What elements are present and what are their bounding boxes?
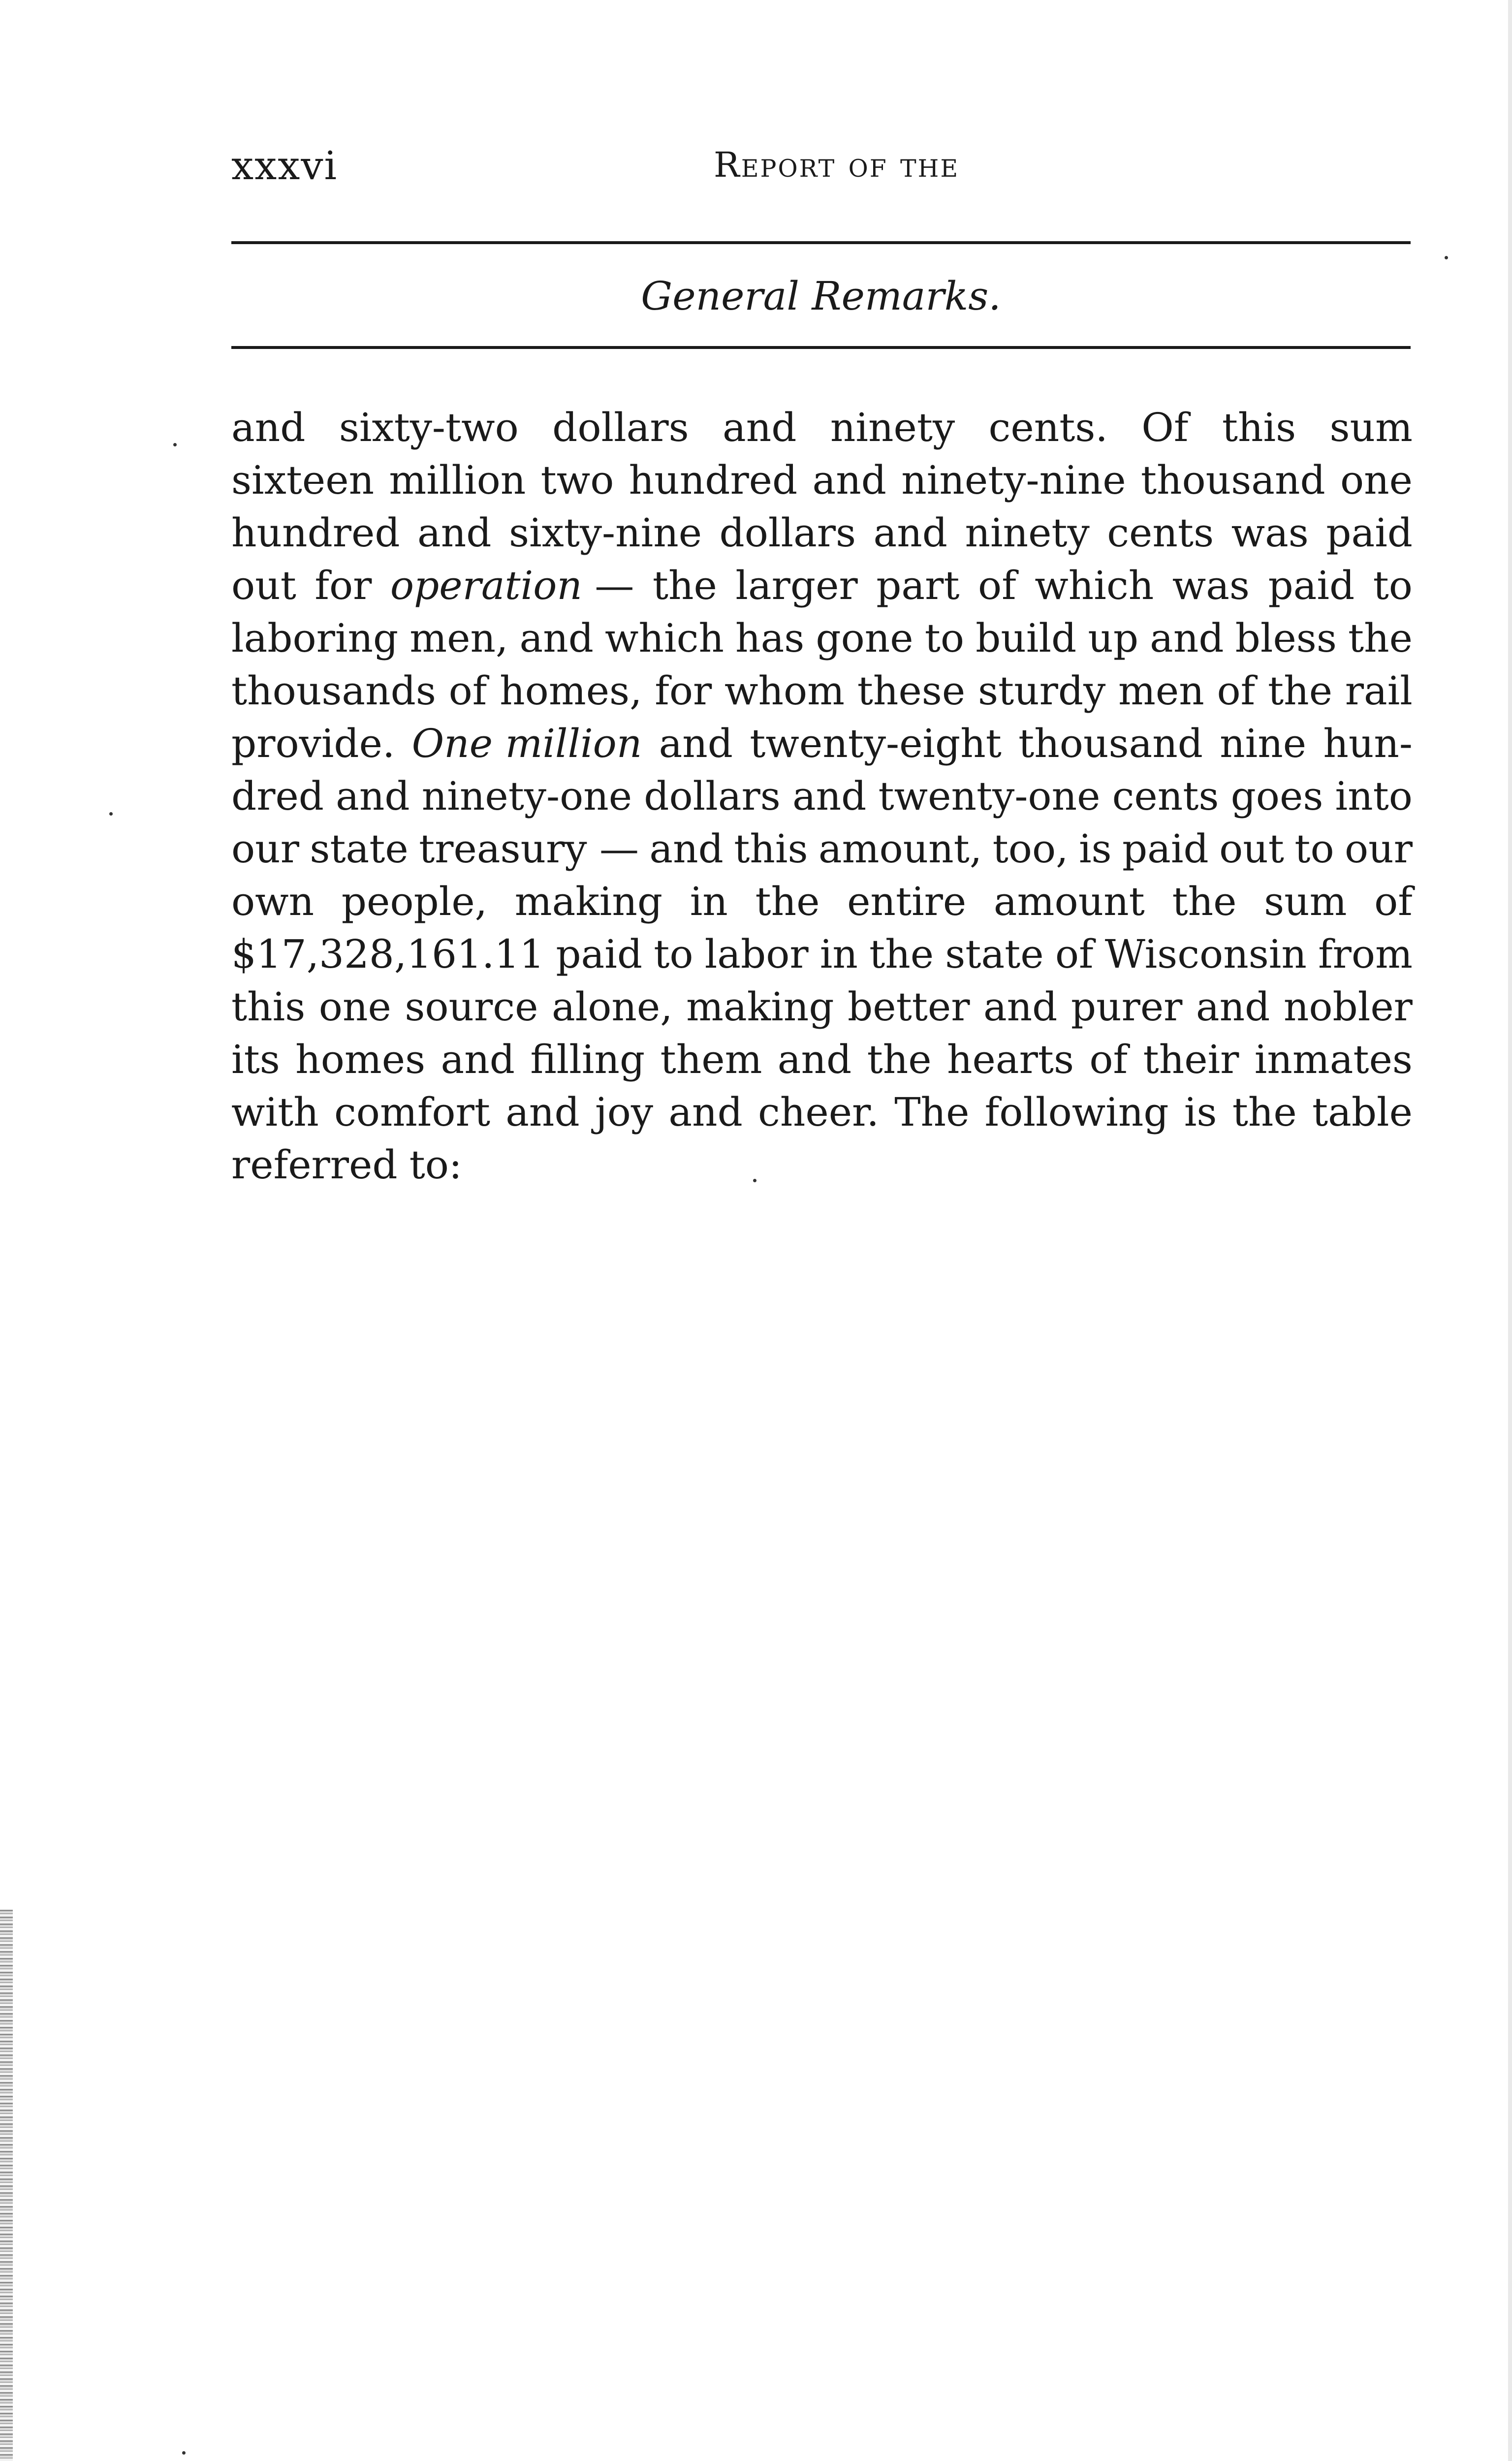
word: thousand — [1018, 721, 1203, 766]
word: to — [924, 615, 965, 661]
word: and — [723, 405, 797, 450]
text-line — [231, 928, 1413, 980]
word: amount — [993, 879, 1145, 924]
word: which — [1035, 563, 1154, 608]
word: for — [655, 668, 712, 714]
word: sixty-nine — [508, 510, 702, 556]
word: bless — [1235, 615, 1337, 661]
word: of — [978, 563, 1016, 608]
word: hundred — [231, 510, 400, 556]
word: joy — [595, 1089, 654, 1135]
speck — [753, 1179, 756, 1182]
word: sixteen — [231, 457, 375, 503]
word: Of — [1141, 405, 1189, 450]
word: the — [755, 879, 820, 924]
word: and — [505, 1089, 580, 1135]
word: better — [848, 984, 970, 1030]
word: twenty-one — [878, 773, 1101, 819]
word: dollars — [552, 405, 689, 450]
word: alone, — [551, 984, 673, 1030]
page-edge-shadow — [0, 1910, 13, 2461]
word: the — [1348, 615, 1413, 661]
word: state — [945, 931, 1044, 977]
word: these — [857, 668, 966, 714]
word: paid — [1122, 826, 1209, 872]
word: goes — [1230, 773, 1323, 819]
page-header — [231, 143, 1413, 197]
word: comfort — [334, 1089, 490, 1135]
word: and — [231, 405, 306, 450]
word: ninety-one — [421, 773, 632, 819]
word: people, — [341, 879, 488, 924]
word: its — [231, 1037, 280, 1082]
word: in — [819, 931, 858, 977]
word: making — [686, 984, 834, 1030]
word: is — [1078, 826, 1112, 872]
word: cents — [1107, 510, 1214, 556]
word: to: — [409, 1142, 462, 1188]
word: gone — [816, 615, 914, 661]
word: rail — [1345, 668, 1413, 714]
word: out — [231, 563, 296, 608]
word: cheer. — [758, 1089, 879, 1135]
word: and — [441, 1037, 515, 1082]
word: them — [660, 1037, 762, 1082]
text-line — [231, 559, 1413, 612]
word: up — [1088, 615, 1139, 661]
word: was — [1231, 510, 1309, 556]
word: larger — [735, 563, 858, 608]
word: and — [812, 457, 886, 503]
word: sturdy — [977, 668, 1106, 714]
text-line — [231, 875, 1413, 928]
word: and — [983, 984, 1058, 1030]
header-rule-top — [231, 241, 1411, 244]
word: and — [1196, 984, 1270, 1030]
word: hundred — [629, 457, 798, 503]
text-line — [231, 664, 1413, 717]
word: sum — [1329, 405, 1413, 450]
text-line — [231, 717, 1413, 770]
word: dollars — [719, 510, 856, 556]
word: and — [1150, 615, 1224, 661]
section-title: General Remarks. — [641, 273, 1001, 319]
word: is — [1184, 1089, 1217, 1135]
word: own — [231, 879, 315, 924]
word: thousand — [1140, 457, 1325, 503]
word: our — [231, 826, 299, 872]
speck — [182, 2451, 186, 2455]
word: to — [1373, 563, 1413, 608]
word: the — [869, 931, 934, 977]
word: laboring — [231, 615, 399, 661]
word: and — [668, 1089, 743, 1135]
word: inmates — [1254, 1037, 1413, 1082]
word: ninety — [965, 510, 1090, 556]
word: to — [654, 931, 693, 977]
word: for — [315, 563, 372, 608]
word: was — [1172, 563, 1250, 608]
word: with — [231, 1089, 319, 1135]
word: from — [1318, 931, 1413, 977]
word: out — [1219, 826, 1284, 872]
word: thousands — [231, 668, 436, 714]
word: their — [1143, 1037, 1239, 1082]
word: making — [514, 879, 663, 924]
speck — [173, 443, 177, 446]
word: One million — [411, 721, 642, 766]
word: table — [1312, 1089, 1413, 1135]
word: into — [1335, 773, 1413, 819]
word: hearts — [947, 1037, 1074, 1082]
word: dollars — [644, 773, 781, 819]
word: $17,328,161.11 — [231, 931, 545, 977]
speck — [1445, 256, 1448, 259]
word: and — [792, 773, 867, 819]
word: nobler — [1283, 984, 1413, 1030]
word: of — [1217, 668, 1256, 714]
word: cents. — [988, 405, 1108, 450]
word: this — [734, 826, 808, 872]
page-edge-right — [1508, 0, 1512, 2461]
word: dred — [231, 773, 324, 819]
word: of — [1374, 879, 1413, 924]
word: homes — [295, 1037, 426, 1082]
word: filling — [530, 1037, 645, 1082]
word: amount, — [818, 826, 982, 872]
text-line — [231, 980, 1413, 1033]
word: state — [310, 826, 409, 872]
word: this — [231, 984, 306, 1030]
word: this — [1222, 405, 1296, 450]
word: labor — [704, 931, 809, 977]
word: and — [417, 510, 492, 556]
word: purer — [1071, 984, 1183, 1030]
word: of — [1055, 931, 1094, 977]
word: which — [605, 615, 724, 661]
word: to — [1294, 826, 1334, 872]
word: paid — [1326, 510, 1413, 556]
word: one — [1340, 457, 1413, 503]
word: our — [1345, 826, 1413, 872]
word: cents — [1112, 773, 1219, 819]
text-line — [231, 506, 1413, 559]
word: entire — [847, 879, 967, 924]
word: two — [540, 457, 614, 503]
word: paid — [556, 931, 643, 977]
word: ninety — [830, 405, 955, 450]
word: and — [873, 510, 947, 556]
word: part — [876, 563, 960, 608]
text-line — [231, 770, 1413, 822]
word: treasury — — [419, 826, 639, 872]
word: sixty-two — [339, 405, 519, 450]
word: sum — [1264, 879, 1347, 924]
word: one — [318, 984, 391, 1030]
word: The — [894, 1089, 970, 1135]
word: operation — — [390, 563, 634, 608]
word: the — [652, 563, 717, 608]
word: homes, — [500, 668, 642, 714]
word: paid — [1268, 563, 1355, 608]
text-line — [231, 401, 1413, 454]
word: hun- — [1323, 721, 1413, 766]
text-line — [231, 612, 1413, 664]
word: referred — [231, 1142, 398, 1188]
word: men, — [410, 615, 508, 661]
word: and — [519, 615, 594, 661]
word: and — [336, 773, 410, 819]
speck — [109, 812, 113, 816]
text-line — [231, 454, 1413, 506]
word: and — [659, 721, 733, 766]
text-line — [231, 1033, 1413, 1086]
word: twenty-eight — [750, 721, 1002, 766]
word: and — [649, 826, 724, 872]
word: ninety-nine — [901, 457, 1126, 503]
body-paragraph — [231, 401, 1413, 1191]
word: the — [867, 1037, 932, 1082]
word: and — [777, 1037, 852, 1082]
word: too, — [992, 826, 1069, 872]
text-line — [231, 1138, 1413, 1191]
word: whom — [724, 668, 845, 714]
word: nine — [1220, 721, 1307, 766]
running-title: Report of the — [714, 145, 960, 185]
word: following — [984, 1089, 1169, 1135]
word: men — [1118, 668, 1204, 714]
word: of — [1089, 1037, 1128, 1082]
word: the — [1172, 879, 1237, 924]
word: Wisconsin — [1104, 931, 1307, 977]
word: the — [1268, 668, 1333, 714]
word: of — [448, 668, 487, 714]
text-line — [231, 1086, 1413, 1138]
word: has — [735, 615, 805, 661]
header-rule-bottom — [231, 346, 1411, 349]
word: million — [389, 457, 526, 503]
word: build — [976, 615, 1077, 661]
word: provide. — [231, 721, 395, 766]
text-line — [231, 822, 1413, 875]
word: the — [1232, 1089, 1297, 1135]
word: in — [690, 879, 728, 924]
page-number: xxxvi — [231, 143, 338, 189]
word: source — [405, 984, 538, 1030]
